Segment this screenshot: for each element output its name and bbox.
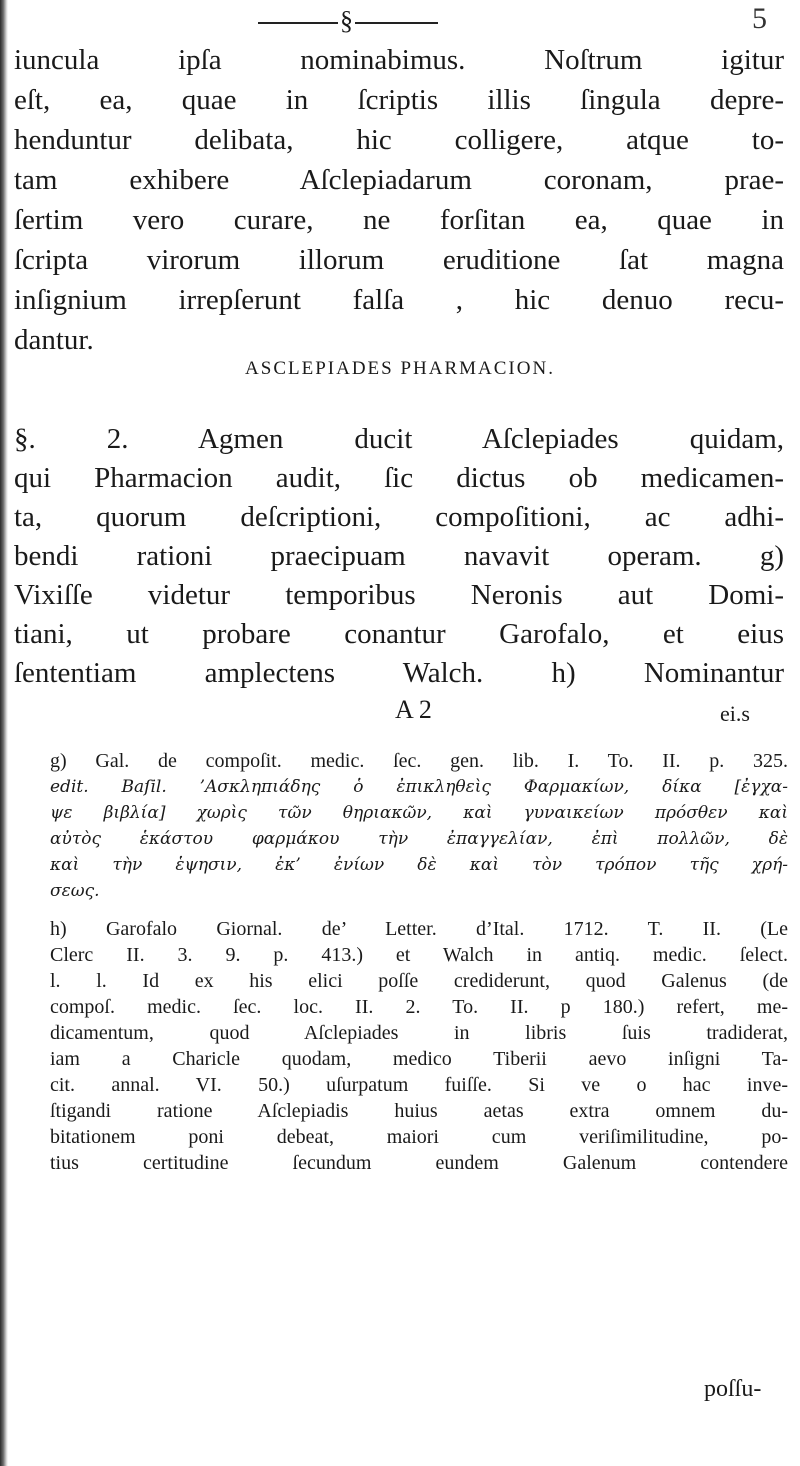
page-gutter-shadow bbox=[0, 0, 8, 1466]
signature-line bbox=[0, 695, 800, 731]
footnote-line: Clerc II. 3. 9. p. 413.) et Walch in antiq. medic. ſelect. bbox=[50, 944, 788, 966]
text-line: eſt, ea, quae in ſcriptis illis ſingula depre- bbox=[14, 84, 784, 116]
page-number: 5 bbox=[752, 2, 767, 35]
section-heading: ASCLEPIADES PHARMACION. bbox=[245, 358, 555, 379]
footnote-line: iam a Charicle quodam, medico Tiberii aevo inſigni Ta- bbox=[50, 1048, 788, 1070]
text-line: Vixiſſe videtur temporibus Neronis aut Domi- bbox=[14, 579, 784, 611]
text-line: §. 2. Agmen ducit Aſclepiades quidam, bbox=[14, 423, 784, 455]
footnotes bbox=[50, 748, 788, 1188]
footnote-line: cit. annal. VI. 50.) uſurpatum fuiſſe. Si ve o hac inve- bbox=[50, 1074, 788, 1096]
footnote-line: σεως. bbox=[50, 881, 100, 901]
footnote-g bbox=[50, 748, 788, 904]
footer-catchword: poſſu- bbox=[704, 1376, 762, 1402]
section-paragraph bbox=[14, 420, 784, 693]
text-line: ſententiam amplectens Walch. h) Nominantur bbox=[14, 657, 784, 689]
text-line: ta, quorum deſcriptioni, compoſitioni, ac adhi- bbox=[14, 501, 784, 533]
signature-mark: A 2 bbox=[395, 695, 432, 724]
footnote-line: αὐτὸς ἑκάστου φαρμάκου τὴν ἐπαγγελίαν, ἐπὶ πολλῶν, δὲ bbox=[50, 829, 788, 849]
text-line: tiani, ut probare conantur Garofalo, et eius bbox=[14, 618, 784, 650]
text-line: ſcripta virorum illorum eruditione ſat magna bbox=[14, 244, 784, 276]
text-line: qui Pharmacion audit, ſic dictus ob medicamen- bbox=[14, 462, 784, 494]
footnote-line: ſtigandi ratione Aſclepiadis huius aetas extra omnem du- bbox=[50, 1100, 788, 1122]
footnote-h bbox=[50, 916, 788, 1176]
footnote-line: καὶ τὴν ἑψησιν, ἐκ’ ἐνίων δὲ καὶ τὸν τρόπον τῆς χρή- bbox=[50, 855, 788, 875]
footnote-line: ψε βιβλία] χωρὶς τῶν θηριακῶν, καὶ γυναικείων πρόσθεν καὶ bbox=[50, 803, 788, 823]
text-line: inſignium irrepſerunt falſa , hic denuo recu- bbox=[14, 284, 784, 316]
intro-paragraph bbox=[14, 40, 784, 360]
catchword: ei.s bbox=[720, 701, 750, 726]
footnote-line: h) Garofalo Giornal. de’ Letter. d’Ital. 1712. T. II. (Le bbox=[50, 918, 788, 940]
text-line: ſertim vero curare, ne forſitan ea, quae in bbox=[14, 204, 784, 236]
footnote-line: g) Gal. de compoſit. medic. ſec. gen. lib. I. To. II. p. 325. bbox=[50, 750, 788, 772]
footnote-line: bitationem poni debeat, maiori cum veriſimilitudine, po- bbox=[50, 1126, 788, 1148]
footnote-line: l. l. Id ex his elici poſſe crediderunt, quod Galenus (de bbox=[50, 970, 788, 992]
footnote-line: compoſ. medic. ſec. loc. II. 2. To. II. p 180.) refert, me- bbox=[50, 996, 788, 1018]
text-line: dantur. bbox=[14, 324, 94, 356]
footnote-line: tius certitudine ſecundum eundem Galenum contendere bbox=[50, 1152, 788, 1174]
text-line: tam exhibere Aſclepiadarum coronam, prae- bbox=[14, 164, 784, 196]
header-section-mark: § bbox=[340, 6, 353, 35]
text-line: bendi rationi praecipuam navavit operam. g) bbox=[14, 540, 784, 572]
text-line: iuncula ipſa nominabimus. Noſtrum igitur bbox=[14, 44, 784, 76]
footnote-line: dicamentum, quod Aſclepiades in libris ſuis tradiderat, bbox=[50, 1022, 788, 1044]
footnote-line: edit. Baſil. ’Ασκληπιάδης ὁ ἐπικληθεὶς Φαρμακίων, δίκα [ἐγχα- bbox=[50, 777, 788, 797]
text-line: henduntur delibata, hic colligere, atque to- bbox=[14, 124, 784, 156]
